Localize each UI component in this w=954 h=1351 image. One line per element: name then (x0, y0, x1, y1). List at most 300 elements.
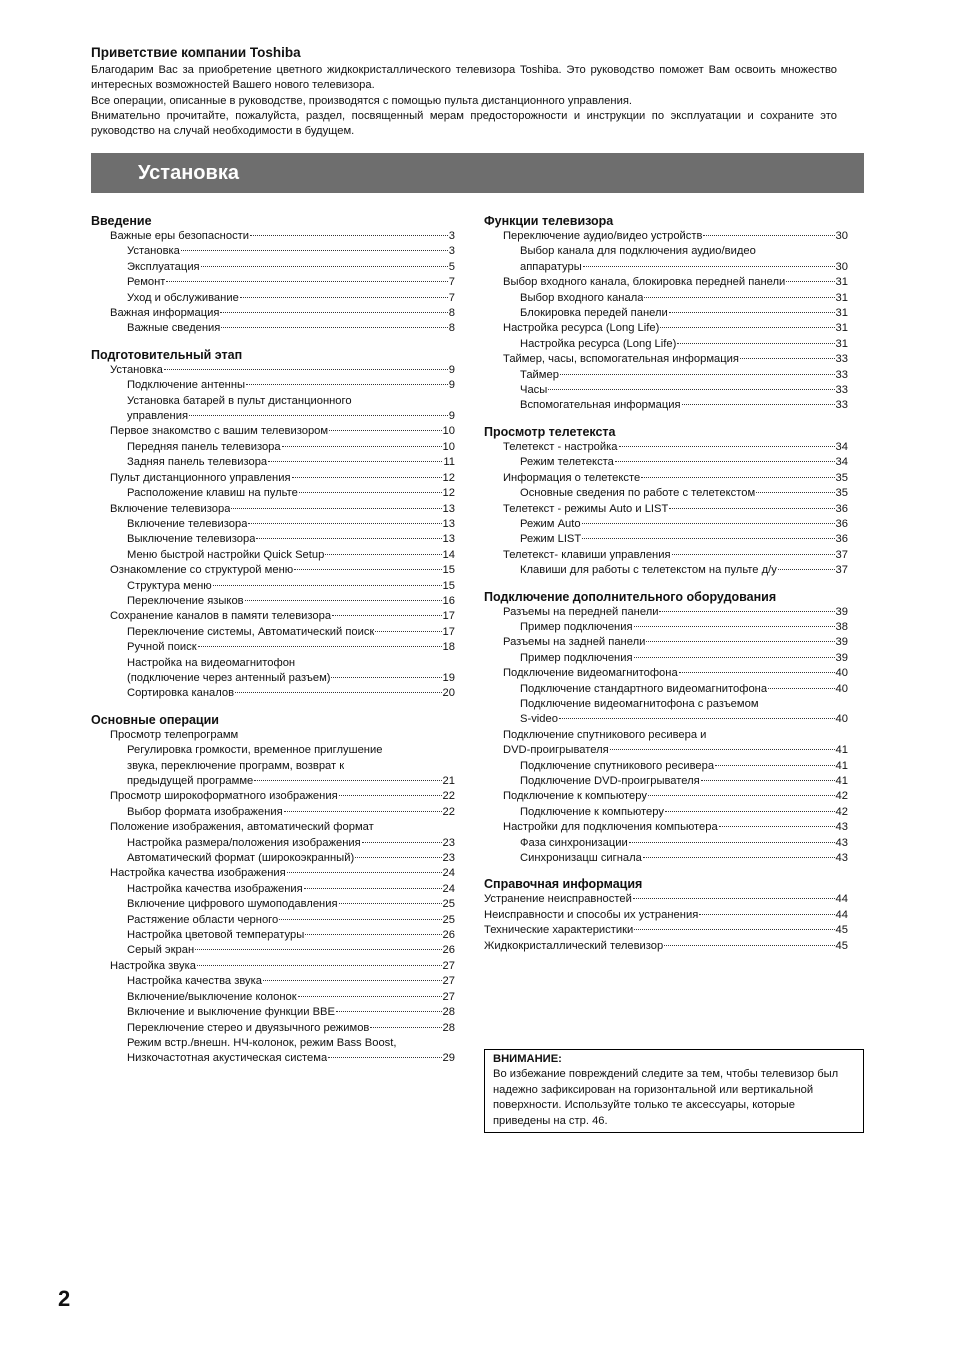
toc-entry-text: предыдущей программе (127, 775, 254, 787)
toc-page-number: 39 (835, 605, 848, 618)
toc-entry-text: Режим LIST (520, 533, 582, 546)
toc-dot-leader (325, 552, 441, 555)
toc-entry[interactable] (91, 260, 455, 275)
toc-dot-leader (634, 624, 835, 627)
toc-entry[interactable] (484, 620, 848, 635)
toc-page-number: 33 (835, 368, 848, 381)
toc-dot-leader (328, 1055, 441, 1058)
toc-section (91, 347, 455, 702)
toc-dot-leader (256, 536, 441, 539)
toc-entry[interactable] (91, 897, 455, 912)
intro-title: Приветствие компании Toshiba (91, 45, 301, 60)
toc-entry-text: Ознакомление со структурой меню (110, 564, 294, 577)
toc-entry-text: Включение телевизора (110, 502, 231, 515)
toc-dot-leader (559, 716, 835, 719)
toc-dot-leader (213, 583, 442, 586)
toc-dot-leader (610, 747, 835, 750)
toc-page-number: 38 (835, 620, 848, 633)
toc-right-column (484, 213, 848, 964)
toc-entry[interactable] (91, 563, 455, 578)
toc-page-number: 12 (442, 471, 455, 484)
toc-section (484, 213, 848, 414)
toc-entry[interactable] (484, 666, 848, 681)
toc-dot-leader (339, 793, 442, 796)
toc-page-number: 11 (443, 456, 455, 469)
toc-dot-leader (634, 927, 834, 930)
toc-entry[interactable] (484, 805, 848, 820)
toc-entry[interactable] (91, 1005, 455, 1020)
toc-entry[interactable] (91, 805, 455, 820)
toc-page-number: 44 (835, 893, 848, 906)
page-number: 2 (58, 1286, 71, 1311)
toc-entry[interactable] (91, 394, 455, 409)
toc-entry-text: Включение и выключение функции BBE (127, 1006, 335, 1019)
toc-page-number: 17 (442, 625, 455, 638)
toc-entry[interactable] (484, 651, 848, 666)
toc-entry[interactable] (91, 728, 455, 743)
toc-entry-text: Передняя панель телевизора (127, 440, 281, 453)
toc-entry-text: (подключение через антенный разъем) (127, 671, 331, 684)
toc-dot-leader (659, 609, 834, 612)
toc-entry[interactable] (484, 352, 848, 367)
toc-entry[interactable] (91, 609, 455, 624)
toc-entry[interactable] (484, 471, 848, 486)
toc-dot-leader (699, 912, 834, 915)
toc-entry-text: аппаратуры (520, 260, 582, 273)
toc-page-number: 24 (442, 867, 455, 880)
toc-entry[interactable] (91, 1021, 455, 1036)
toc-entry[interactable] (484, 291, 848, 306)
toc-entry[interactable] (91, 836, 455, 851)
toc-entry-text: управления (127, 410, 189, 423)
toc-entry[interactable] (91, 820, 455, 835)
toc-dot-leader (254, 778, 441, 781)
toc-page-number: 33 (835, 384, 848, 397)
toc-entry-text: Телетекст - настройка (503, 440, 618, 453)
toc-entry[interactable] (484, 306, 848, 321)
toc-entry-text: Таймер (520, 368, 559, 381)
toc-entry[interactable] (484, 337, 848, 352)
toc-entry[interactable] (91, 321, 455, 336)
toc-page-number: 3 (448, 245, 455, 258)
toc-entry-text: Настройка на видеомагнитофон (127, 656, 296, 669)
toc-entry-text: Настройка качества звука (127, 975, 262, 988)
toc-dot-leader (786, 279, 834, 282)
toc-page-number: 17 (442, 610, 455, 623)
toc-entry-text: Пример подключения (520, 620, 633, 633)
toc-entry-text: Блокировка передей панели (520, 307, 668, 320)
toc-entry[interactable] (91, 291, 455, 306)
toc-entry[interactable] (91, 455, 455, 470)
toc-dot-leader (268, 459, 442, 462)
toc-entry[interactable] (484, 820, 848, 835)
toc-dot-leader (740, 356, 835, 359)
toc-dot-leader (646, 639, 834, 642)
toc-page-number: 20 (442, 687, 455, 700)
toc-dot-leader (370, 1025, 441, 1028)
toc-page-number: 9 (448, 379, 455, 392)
toc-dot-leader (660, 325, 834, 328)
toc-page-number: 27 (442, 975, 455, 988)
toc-page-number: 28 (442, 1006, 455, 1019)
toc-page-number: 41 (835, 759, 848, 772)
toc-page-number: 9 (448, 410, 455, 423)
toc-section (91, 712, 455, 1067)
toc-page-number: 34 (835, 456, 848, 469)
toc-entry-text: Задняя панель телевизора (127, 456, 268, 469)
toc-entry[interactable] (484, 455, 848, 470)
toc-dot-leader (756, 490, 834, 493)
toc-entry[interactable] (91, 671, 455, 686)
toc-entry-text: Разъемы на задней панели (503, 636, 646, 649)
toc-section (91, 213, 455, 337)
toc-entry[interactable] (91, 275, 455, 290)
toc-page-number: 33 (835, 353, 848, 366)
toc-dot-leader (362, 840, 442, 843)
toc-entry-text: Сортировка каналов (127, 687, 235, 700)
toc-page-number: 19 (442, 671, 455, 684)
toc-entry-text: S-video (520, 713, 558, 726)
toc-entry-text: Растяжение области черного (127, 913, 279, 926)
toc-dot-leader (282, 444, 442, 447)
toc-entry[interactable] (484, 774, 848, 789)
toc-entry[interactable] (484, 635, 848, 650)
toc-entry[interactable] (91, 743, 455, 758)
toc-entry[interactable] (484, 486, 848, 501)
toc-page-number: 33 (835, 399, 848, 412)
toc-entry[interactable] (91, 656, 455, 671)
toc-entry-text: Первое знакомство с вашим телевизором (110, 425, 329, 438)
toc-page-number: 40 (835, 667, 848, 680)
notice-title: ВНИМАНИЕ: (493, 1053, 562, 1065)
toc-section (484, 424, 848, 579)
toc-entry[interactable] (91, 686, 455, 701)
toc-page-number: 45 (835, 939, 848, 952)
toc-entry[interactable] (91, 851, 455, 866)
toc-section (484, 876, 848, 954)
toc-page-number: 42 (835, 790, 848, 803)
toc-dot-leader (665, 809, 835, 812)
toc-dot-leader (287, 870, 442, 873)
toc-entry[interactable] (91, 1051, 455, 1066)
toc-entry[interactable] (484, 532, 848, 547)
toc-page-number: 9 (448, 363, 455, 376)
toc-entry-text: Структура меню (127, 579, 212, 592)
toc-page-number: 37 (835, 564, 848, 577)
toc-entry-text: Важные еры безопасности (110, 230, 250, 242)
toc-entry-text: звука, переключение программ, возврат к (127, 759, 345, 772)
toc-entry[interactable] (91, 579, 455, 594)
toc-entry[interactable] (484, 923, 848, 938)
toc-entry[interactable] (484, 502, 848, 517)
toc-page-number: 21 (442, 775, 455, 787)
toc-entry[interactable] (91, 244, 455, 259)
toc-entry-text: Меню быстрой настройки Quick Setup (127, 548, 325, 561)
toc-dot-leader (644, 295, 834, 298)
toc-dot-leader (648, 793, 835, 796)
toc-entry[interactable] (91, 548, 455, 563)
toc-entry-text: Выбор входного канала (520, 291, 644, 304)
toc-entry-text: Основные сведения по работе с телетекстом (520, 487, 756, 500)
toc-entry[interactable] (91, 774, 455, 789)
toc-dot-leader (339, 901, 442, 904)
toc-dot-leader (292, 475, 442, 478)
toc-entry[interactable] (91, 229, 455, 244)
toc-page-number: 43 (835, 821, 848, 834)
toc-dot-leader (583, 264, 835, 267)
toc-entry[interactable] (91, 409, 455, 424)
toc-page-number: 39 (835, 651, 848, 664)
toc-entry[interactable] (484, 275, 848, 290)
toc-dot-leader (582, 536, 834, 539)
toc-entry[interactable] (484, 743, 848, 758)
toc-dot-leader (703, 233, 834, 236)
toc-entry[interactable] (91, 517, 455, 532)
toc-entry[interactable] (91, 440, 455, 455)
toc-page-number: 30 (835, 230, 848, 242)
toc-dot-leader (336, 1009, 442, 1012)
toc-entry[interactable] (484, 892, 848, 907)
toc-dot-leader (166, 279, 447, 282)
toc-dot-leader (246, 382, 448, 385)
toc-entry-text: Подключение антенны (127, 379, 246, 392)
toc-entry[interactable] (91, 625, 455, 640)
toc-page-number: 13 (442, 502, 455, 515)
toc-page-number: 26 (442, 944, 455, 957)
toc-dot-leader (634, 655, 835, 658)
toc-entry[interactable] (484, 260, 848, 275)
toc-page-number: 8 (448, 322, 455, 335)
toc-page-number: 31 (835, 337, 848, 350)
toc-entry[interactable] (484, 548, 848, 563)
toc-dot-leader (250, 233, 448, 236)
toc-dot-leader (715, 763, 834, 766)
toc-entry-text: Пример подключения (520, 651, 633, 664)
toc-dot-leader (221, 325, 447, 328)
toc-entry[interactable] (91, 959, 455, 974)
toc-page-number: 40 (835, 682, 848, 695)
intro-paragraph-1: Благодарим Вас за приобретение цветного жидкокристаллического телевизора Toshiba. Это руководство поможет Вам освоить множество интересных возможностей Вашего нового телевизора. (91, 64, 837, 92)
toc-dot-leader (677, 341, 834, 344)
toc-dot-leader (560, 372, 835, 375)
toc-entry[interactable] (91, 882, 455, 897)
toc-dot-leader (195, 947, 441, 950)
toc-section-title: Введение (91, 214, 152, 228)
toc-entry-text: Ручной поиск (127, 641, 197, 654)
toc-entry-text: Просмотр широкоформатного изображения (110, 790, 338, 803)
toc-page-number: 10 (442, 440, 455, 453)
toc-entry-text: Подключение к компьютеру (503, 790, 647, 803)
toc-dot-leader (669, 310, 835, 313)
toc-entry-text: Эксплуатация (127, 260, 200, 273)
toc-entry[interactable] (91, 1036, 455, 1051)
toc-dot-leader (197, 963, 442, 966)
toc-entry[interactable] (91, 759, 455, 774)
toc-entry[interactable] (484, 517, 848, 532)
toc-dot-leader (778, 567, 835, 570)
toc-entry-text: Настройка цветовой температуры (127, 929, 305, 942)
toc-page-number: 31 (835, 322, 848, 335)
toc-entry-text: Положение изображения, автоматический формат (110, 821, 374, 834)
toc-entry[interactable] (91, 943, 455, 958)
toc-page-number: 27 (442, 990, 455, 1003)
toc-entry[interactable] (484, 728, 848, 743)
toc-entry[interactable] (484, 229, 848, 244)
toc-entry[interactable] (91, 640, 455, 655)
toc-page-number: 15 (442, 579, 455, 592)
toc-section-title: Основные операции (91, 712, 219, 727)
toc-entry[interactable] (91, 928, 455, 943)
toc-entry-text: Разъемы на передней панели (503, 605, 659, 618)
toc-entry[interactable] (91, 789, 455, 804)
toc-dot-leader (245, 598, 442, 601)
toc-entry-text: Настройка ресурса (Long Life) (503, 322, 660, 335)
toc-entry[interactable] (484, 321, 848, 336)
toc-dot-leader (355, 855, 441, 858)
toc-entry-text: Пульт дистанционного управления (110, 471, 291, 484)
toc-entry[interactable] (484, 759, 848, 774)
toc-entry-text: Подключение стандартного видеомагнитофона (520, 682, 768, 695)
toc-entry-text: Низкочастотная акустическая система (127, 1052, 328, 1065)
toc-page-number: 7 (448, 291, 455, 304)
toc-entry[interactable] (91, 594, 455, 609)
toc-entry-text: Настройка ресурса (Long Life) (520, 337, 677, 350)
toc-entry-text: Устранение неисправностей (484, 893, 632, 906)
toc-dot-leader (641, 475, 834, 478)
toc-entry[interactable] (91, 486, 455, 501)
toc-section-title: Просмотр телетекста (484, 424, 616, 439)
toc-dot-leader (682, 402, 835, 405)
toc-entry-text: Важная информация (110, 307, 220, 320)
toc-dot-leader (220, 310, 447, 313)
toc-entry[interactable] (91, 866, 455, 881)
toc-page-number: 25 (442, 913, 455, 926)
toc-entry[interactable] (484, 836, 848, 851)
toc-entry-text: Переключение языков (127, 594, 244, 607)
toc-entry[interactable] (484, 908, 848, 923)
toc-entry-text: Важные сведения (127, 322, 221, 335)
toc-dot-leader (231, 506, 441, 509)
toc-page-number: 12 (442, 487, 455, 500)
toc-entry-text: Ремонт (127, 276, 166, 289)
toc-entry[interactable] (91, 974, 455, 989)
toc-page-number: 29 (442, 1052, 455, 1065)
toc-section-title: Подготовительный этап (91, 347, 243, 362)
toc-entry[interactable] (91, 913, 455, 928)
toc-entry-text: Неисправности и способы их устранения (484, 908, 699, 921)
toc-dot-leader (299, 490, 442, 493)
toc-dot-leader (240, 295, 448, 298)
toc-dot-leader (582, 521, 835, 524)
toc-entry-text: Настройка звука (110, 959, 196, 972)
toc-entry[interactable] (91, 378, 455, 393)
notice-body: Во избежание повреждений следите за тем, чтобы телевизор был надежно зафиксирован на горизонтальной или вертикальной поверхности. Используйте только те аксессуары, которые приведены на стр. 46. (493, 1068, 839, 1127)
toc-entry-text: Выключение телевизора (127, 533, 256, 546)
toc-entry[interactable] (484, 697, 848, 712)
toc-page-number: 43 (835, 836, 848, 849)
toc-dot-leader (201, 264, 448, 267)
toc-entry-text: Переключение системы, Автоматический поиск (127, 625, 375, 638)
toc-entry[interactable] (91, 471, 455, 486)
toc-dot-leader (198, 644, 442, 647)
toc-entry[interactable] (484, 939, 848, 954)
toc-entry-text: Часы (520, 384, 548, 397)
toc-entry-text: Включение цифрового шумоподавления (127, 898, 338, 911)
toc-entry[interactable] (484, 563, 848, 578)
toc-dot-leader (164, 367, 448, 370)
toc-entry-text: Включение телевизора (127, 517, 248, 530)
toc-dot-leader (332, 613, 441, 616)
toc-entry-text: Настройка размера/положения изображения (127, 836, 361, 849)
intro-section (91, 44, 837, 139)
toc-entry[interactable] (91, 502, 455, 517)
toc-entry-text: Вспомогательная информация (520, 399, 681, 412)
toc-entry[interactable] (484, 712, 848, 727)
toc-dot-leader (181, 248, 448, 251)
toc-page-number: 31 (835, 291, 848, 304)
toc-dot-leader (669, 506, 834, 509)
toc-entry[interactable] (484, 789, 848, 804)
toc-entry-text: Режим Auto (520, 517, 581, 530)
toc-entry[interactable] (91, 424, 455, 439)
toc-entry[interactable] (91, 990, 455, 1005)
toc-page-number: 36 (835, 502, 848, 515)
toc-dot-leader (619, 444, 835, 447)
toc-entry[interactable] (484, 398, 848, 413)
toc-section-title: Подключение дополнительного оборудования (484, 589, 777, 604)
toc-dot-leader (664, 943, 834, 946)
toc-page-number: 18 (442, 641, 455, 654)
toc-dot-leader (548, 387, 834, 390)
toc-entry-text: Подключение видеомагнитофона (503, 667, 678, 680)
toc-page-number: 8 (448, 307, 455, 320)
toc-page-number: 22 (442, 805, 455, 818)
toc-entry[interactable] (91, 363, 455, 378)
toc-page-number: 14 (442, 548, 455, 561)
toc-entry[interactable] (484, 440, 848, 455)
toc-entry-text: Выбор входного канала, блокировка передней панели (503, 276, 786, 289)
toc-entry[interactable] (484, 851, 848, 866)
toc-dot-leader (263, 978, 442, 981)
toc-entry[interactable] (484, 682, 848, 697)
toc-entry[interactable] (91, 306, 455, 321)
toc-entry[interactable] (484, 368, 848, 383)
toc-entry[interactable] (484, 383, 848, 398)
toc-page-number: 37 (835, 548, 848, 561)
intro-paragraph-2: Все операции, описанные в руководстве, производятся с помощью пульта дистанционного управления. (91, 94, 632, 107)
toc-entry-text: Телетекст- клавиши управления (503, 548, 671, 561)
toc-entry-text: Технические характеристики (484, 924, 634, 937)
toc-page-number: 36 (835, 533, 848, 546)
toc-page-number: 34 (835, 440, 848, 453)
toc-dot-leader (304, 886, 442, 889)
toc-dot-leader (375, 629, 441, 632)
toc-entry-text: Информация о телетексте (503, 471, 641, 484)
toc-page-number: 23 (442, 836, 455, 849)
toc-entry[interactable] (484, 244, 848, 259)
toc-page-number: 39 (835, 636, 848, 649)
toc-entry-text: Сохранение каналов в памяти телевизора (110, 610, 332, 623)
toc-dot-leader (248, 521, 441, 524)
toc-entry[interactable] (484, 605, 848, 620)
toc-dot-leader (643, 855, 835, 858)
toc-entry-text: Настройки для подключения компьютера (503, 821, 718, 834)
toc-page-number: 10 (442, 425, 455, 438)
toc-entry[interactable] (91, 532, 455, 547)
toc-dot-leader (633, 896, 835, 899)
toc-page-number: 22 (442, 790, 455, 803)
toc-page-number: 5 (448, 260, 455, 273)
